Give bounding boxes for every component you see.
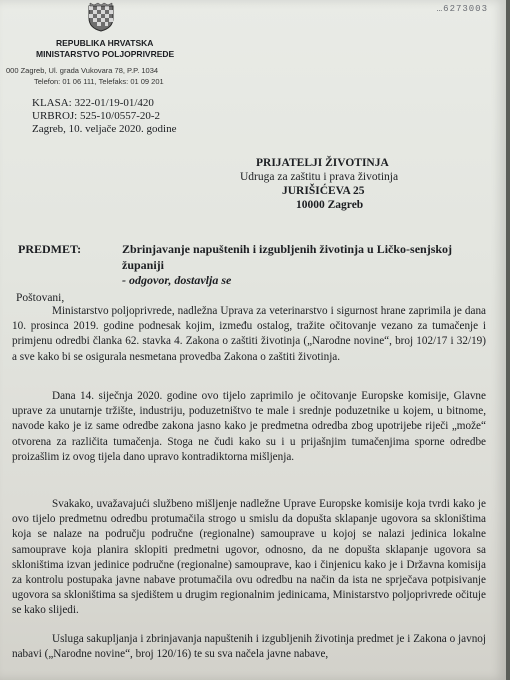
paragraph-2: Dana 14. siječnja 2020. godine ovo tijelo zaprimilo je očitovanje Europske komisije, Glavne uprave za unutarnje tržište, industriju, poduzetništvo te male i srednje poduzetnike u kojem, u bitnome, navode kako je iz same odredbe zakona jasno kako je predmetna odredba zbog upotrijebe riječi „može“ otvorena za različita tumačenja. Stoga ne čudi kako su i u prijašnjim tumačenjima sporne odredbe proizašlim iz ovog tijela dano upravo kontradiktorna mišljenja. <box>12 390 486 463</box>
subject-line-2: županiji <box>122 258 165 272</box>
subject-line-3: - odgovor, dostavlja se <box>122 273 232 287</box>
header-address: 000 Zagreb, Ul. grada Vukovara 78, P.P. 1034 <box>6 66 159 75</box>
recipient-name: PRIJATELJI ŽIVOTINJA <box>256 157 389 169</box>
header-ministry: MINISTARSTVO POLJOPRIVREDE <box>36 49 175 59</box>
place-date: Zagreb, 10. veljače 2020. godine <box>32 123 177 135</box>
subject-line-1: Zbrinjavanje napuštenih i izgubljenih životinja u Ličko-senjskoj <box>122 242 453 256</box>
paragraph-3: Svakako, uvažavajući službeno mišljenje nadležne Uprave Europske komisije koja tvrdi kako je ovo tijelo predmetnu odredbu protumačila strogo u smislu da dopušta sklapanje ugovora sa skloništima koja se nalaze na području područne (regionalne) samouprave u kojoj se nalazi jedinica lokalne samouprave koja planira sklopiti predmetni ugovor, odnosno, da ne dopušta sklapanje ugovora sa skloništima izvan jedinice područne (regionalne) samouprave, kao i činjenicu kako je i Državna komisija za kontrolu postupaka javne nabave protumačila ovu odredbu na način da ista ne sprječava potpisivanje ugovora sa skloništima sa sjedištem u drugim regionalnim jedinicama, Ministarstvo poljoprivrede očituje se kako slijedi. <box>12 498 486 617</box>
recipient-org: Udruga za zaštitu i prava životinja <box>240 171 399 183</box>
salutation: Poštovani, <box>16 292 65 304</box>
coat-of-arms-icon <box>88 2 114 32</box>
document-number: …6273003 <box>436 4 488 14</box>
header-phone: Telefon: 01 06 111, Telefaks: 01 09 201 <box>34 77 164 86</box>
klasa: KLASA: 322-01/19-01/420 <box>32 97 154 109</box>
subject-label: PREDMET: <box>18 242 82 256</box>
header-country: REPUBLIKA HRVATSKA <box>56 38 154 48</box>
recipient-street: JURIŠIĆEVA 25 <box>282 185 365 197</box>
paragraph-4: Usluga sakupljanja i zbrinjavanja napuštenih i izgubljenih životinja predmet je i Zakona o javnoj nabavi („Narodne novine“, broj 120/16) te su sva načela javne nabave, <box>12 633 486 661</box>
paragraph-1: Ministarstvo poljoprivrede, nadležna Uprava za veterinarstvo i sigurnost hrane zaprimila je dana 10. prosinca 2019. godine podnesak kojim, između ostalog, tražite očitovanje vezano za tumačenje i primjenu odredbi članka 62. stavka 4. Zakona o zaštiti životinja („Narodne novine“, broj 102/17 i 32/19) a sve kako bi se osigurala nesmetana provedba Zakona o zaštiti životinja. <box>12 305 486 363</box>
recipient-city: 10000 Zagreb <box>296 199 364 211</box>
urbroj: URBROJ: 525-10/0557-20-2 <box>32 110 161 122</box>
